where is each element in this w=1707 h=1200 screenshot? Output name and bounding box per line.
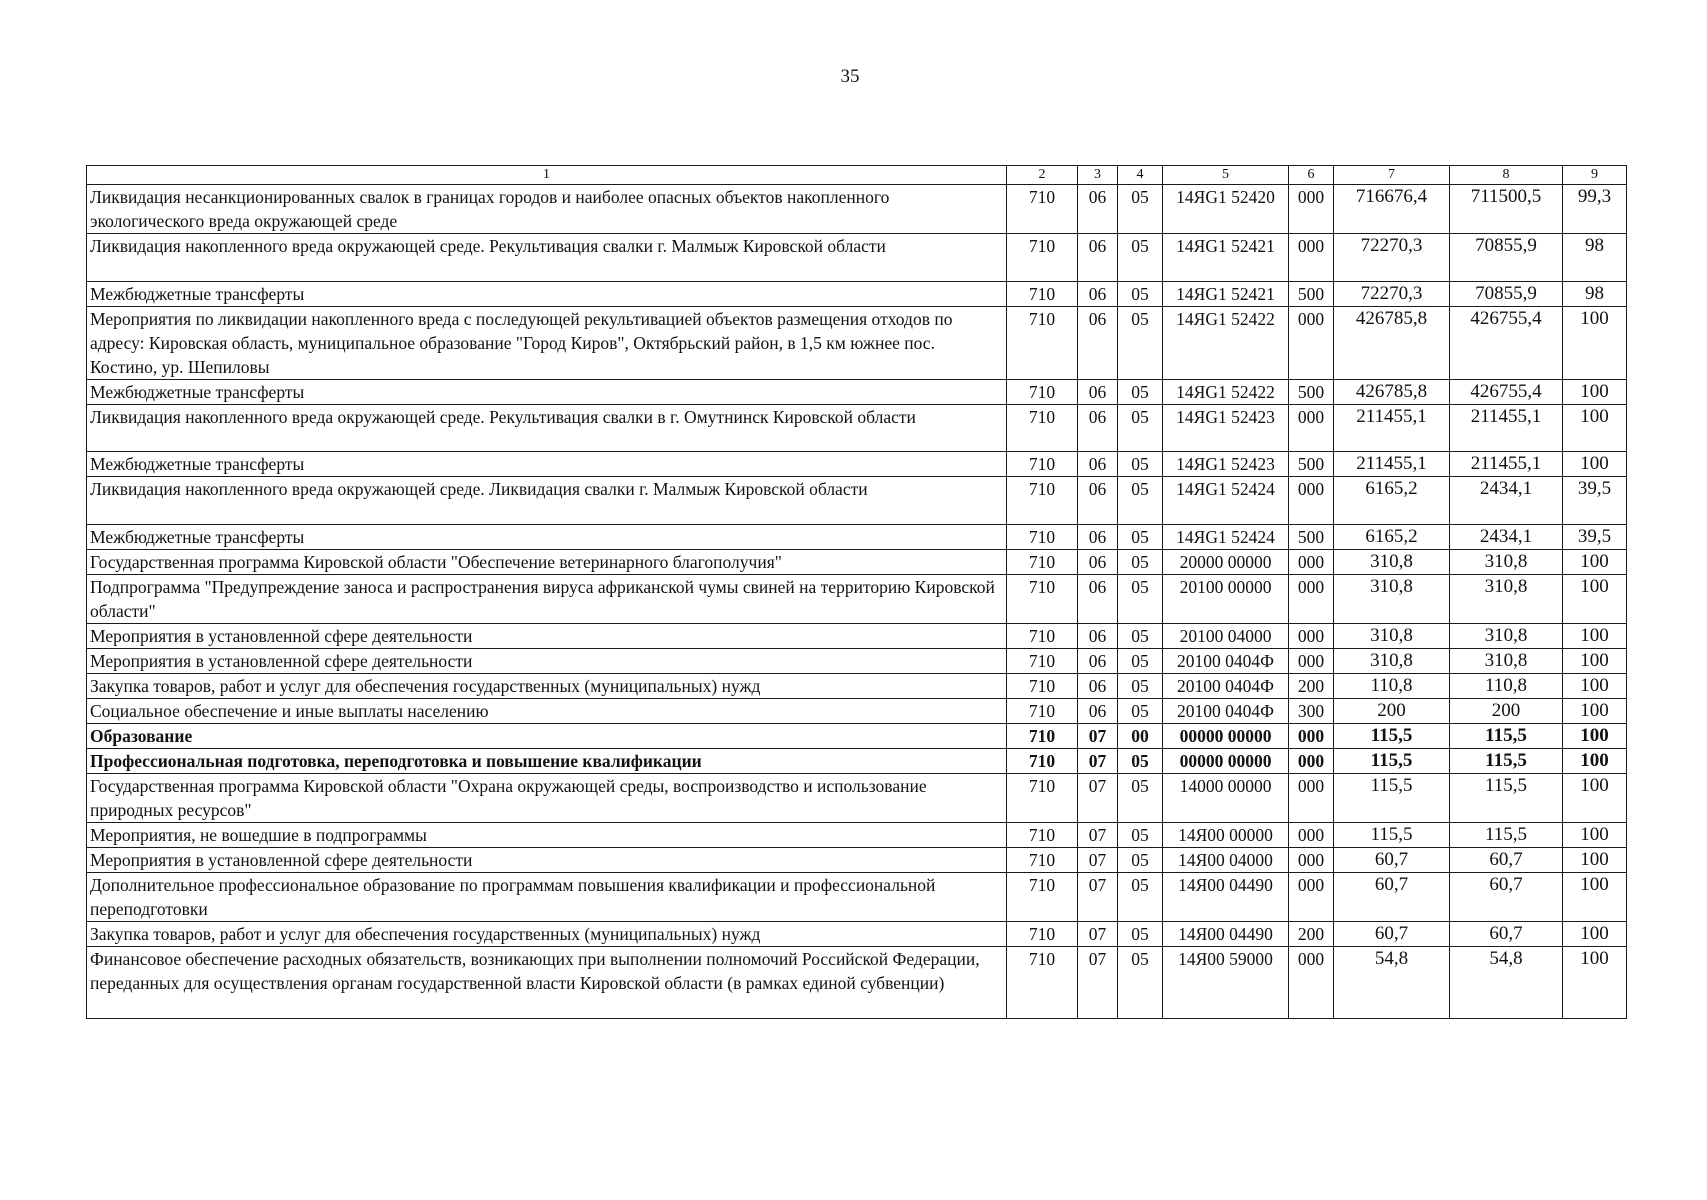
row-col-9: 100	[1563, 575, 1627, 624]
row-col-5: 14ЯG1 52423	[1163, 405, 1289, 452]
row-name: Дополнительное профессиональное образование по программам повышения квалификации и профессиональной переподготовки	[87, 873, 1007, 922]
row-col-5: 14ЯG1 52421	[1163, 282, 1289, 307]
table-row	[87, 550, 1627, 575]
header-cell: 5	[1163, 166, 1289, 185]
table-row	[87, 624, 1627, 649]
header-cell: 7	[1334, 166, 1450, 185]
row-col-6: 000	[1289, 405, 1334, 452]
row-col-6: 000	[1289, 550, 1334, 575]
table-row	[87, 724, 1627, 749]
row-col-9: 100	[1563, 823, 1627, 848]
row-col-8: 60,7	[1450, 873, 1563, 922]
row-col-3: 06	[1078, 525, 1118, 550]
row-col-7: 426785,8	[1334, 380, 1450, 405]
header-row	[87, 166, 1627, 185]
row-col-6: 000	[1289, 234, 1334, 282]
row-col-3: 06	[1078, 477, 1118, 525]
row-col-2: 710	[1007, 674, 1078, 699]
row-col-9: 100	[1563, 380, 1627, 405]
row-col-3: 07	[1078, 749, 1118, 774]
row-col-5: 00000 00000	[1163, 749, 1289, 774]
row-col-7: 211455,1	[1334, 405, 1450, 452]
row-col-2: 710	[1007, 452, 1078, 477]
row-col-2: 710	[1007, 282, 1078, 307]
row-col-8: 115,5	[1450, 823, 1563, 848]
row-col-9: 100	[1563, 873, 1627, 922]
table-row	[87, 848, 1627, 873]
row-col-3: 06	[1078, 575, 1118, 624]
table-row	[87, 674, 1627, 699]
row-name: Государственная программа Кировской области "Обеспечение ветеринарного благополучия"	[87, 550, 1007, 575]
row-col-8: 310,8	[1450, 649, 1563, 674]
row-col-3: 07	[1078, 774, 1118, 823]
table-row	[87, 185, 1627, 234]
row-col-3: 06	[1078, 234, 1118, 282]
row-col-8: 54,8	[1450, 947, 1563, 1019]
row-col-3: 07	[1078, 873, 1118, 922]
row-col-2: 710	[1007, 624, 1078, 649]
row-col-4: 05	[1118, 699, 1163, 724]
row-col-7: 72270,3	[1334, 234, 1450, 282]
row-col-8: 310,8	[1450, 624, 1563, 649]
row-col-3: 06	[1078, 649, 1118, 674]
row-col-4: 05	[1118, 282, 1163, 307]
row-name: Закупка товаров, работ и услуг для обеспечения государственных (муниципальных) нужд	[87, 674, 1007, 699]
row-name: Мероприятия в установленной сфере деятельности	[87, 848, 1007, 873]
row-col-3: 06	[1078, 550, 1118, 575]
row-col-4: 05	[1118, 823, 1163, 848]
row-col-9: 99,3	[1563, 185, 1627, 234]
row-col-6: 000	[1289, 724, 1334, 749]
row-col-5: 20100 0404Ф	[1163, 649, 1289, 674]
row-col-4: 05	[1118, 922, 1163, 947]
table-row	[87, 477, 1627, 525]
row-col-6: 000	[1289, 823, 1334, 848]
row-col-3: 07	[1078, 922, 1118, 947]
row-col-4: 00	[1118, 724, 1163, 749]
row-name: Мероприятия по ликвидации накопленного вреда с последующей рекультивацией объектов размещения отходов по адресу: Кировская область, муниципальное образование "Город Киров", Октябрьский район, в 1,5 км южнее пос. Костино, ур. Шепиловы	[87, 307, 1007, 380]
row-name: Социальное обеспечение и иные выплаты населению	[87, 699, 1007, 724]
row-col-5: 20100 04000	[1163, 624, 1289, 649]
row-col-7: 6165,2	[1334, 525, 1450, 550]
row-col-5: 20100 00000	[1163, 575, 1289, 624]
row-col-9: 100	[1563, 724, 1627, 749]
row-col-9: 100	[1563, 307, 1627, 380]
row-col-5: 14ЯG1 52423	[1163, 452, 1289, 477]
row-col-5: 14ЯG1 52424	[1163, 477, 1289, 525]
row-col-6: 500	[1289, 452, 1334, 477]
row-col-8: 115,5	[1450, 774, 1563, 823]
row-col-2: 710	[1007, 848, 1078, 873]
row-col-3: 07	[1078, 947, 1118, 1019]
row-col-3: 07	[1078, 823, 1118, 848]
table-row	[87, 947, 1627, 1019]
row-col-7: 310,8	[1334, 550, 1450, 575]
row-col-4: 05	[1118, 525, 1163, 550]
header-cell: 8	[1450, 166, 1563, 185]
row-col-2: 710	[1007, 185, 1078, 234]
row-name: Ликвидация накопленного вреда окружающей среде. Рекультивация свалки в г. Омутнинск Кировской области	[87, 405, 1007, 452]
row-col-6: 000	[1289, 575, 1334, 624]
row-col-6: 200	[1289, 674, 1334, 699]
row-col-8: 60,7	[1450, 848, 1563, 873]
row-name: Мероприятия в установленной сфере деятельности	[87, 649, 1007, 674]
table-row	[87, 525, 1627, 550]
row-col-9: 98	[1563, 282, 1627, 307]
row-col-4: 05	[1118, 947, 1163, 1019]
table-row	[87, 452, 1627, 477]
header-cell: 6	[1289, 166, 1334, 185]
row-col-8: 310,8	[1450, 575, 1563, 624]
row-col-5: 00000 00000	[1163, 724, 1289, 749]
header-cell: 9	[1563, 166, 1627, 185]
row-name: Мероприятия, не вошедшие в подпрограммы	[87, 823, 1007, 848]
row-col-9: 39,5	[1563, 525, 1627, 550]
row-col-7: 310,8	[1334, 575, 1450, 624]
row-col-7: 310,8	[1334, 624, 1450, 649]
row-col-5: 14Я00 04490	[1163, 873, 1289, 922]
row-col-9: 100	[1563, 922, 1627, 947]
row-col-4: 05	[1118, 749, 1163, 774]
row-col-7: 200	[1334, 699, 1450, 724]
row-col-4: 05	[1118, 405, 1163, 452]
row-col-9: 100	[1563, 624, 1627, 649]
header-cell: 4	[1118, 166, 1163, 185]
row-col-7: 426785,8	[1334, 307, 1450, 380]
table-row	[87, 823, 1627, 848]
row-col-3: 07	[1078, 848, 1118, 873]
row-col-7: 115,5	[1334, 774, 1450, 823]
row-name: Ликвидация несанкционированных свалок в границах городов и наиболее опасных объектов накопленного экологического вреда окружающей среде	[87, 185, 1007, 234]
row-col-2: 710	[1007, 873, 1078, 922]
row-name: Закупка товаров, работ и услуг для обеспечения государственных (муниципальных) нужд	[87, 922, 1007, 947]
row-name: Государственная программа Кировской области "Охрана окружающей среды, воспроизводство и использование природных ресурсов"	[87, 774, 1007, 823]
row-col-4: 05	[1118, 873, 1163, 922]
row-col-2: 710	[1007, 699, 1078, 724]
row-col-9: 98	[1563, 234, 1627, 282]
row-col-6: 000	[1289, 774, 1334, 823]
row-col-5: 14000 00000	[1163, 774, 1289, 823]
row-col-5: 14ЯG1 52421	[1163, 234, 1289, 282]
row-col-9: 100	[1563, 674, 1627, 699]
row-col-6: 000	[1289, 873, 1334, 922]
row-col-6: 000	[1289, 947, 1334, 1019]
row-col-4: 05	[1118, 550, 1163, 575]
row-col-8: 110,8	[1450, 674, 1563, 699]
table-row	[87, 774, 1627, 823]
row-name: Межбюджетные трансферты	[87, 452, 1007, 477]
row-col-7: 60,7	[1334, 922, 1450, 947]
row-col-7: 60,7	[1334, 873, 1450, 922]
row-col-3: 06	[1078, 282, 1118, 307]
row-col-3: 06	[1078, 185, 1118, 234]
row-col-4: 05	[1118, 575, 1163, 624]
row-col-3: 06	[1078, 307, 1118, 380]
row-col-4: 05	[1118, 674, 1163, 699]
row-col-3: 07	[1078, 724, 1118, 749]
row-col-2: 710	[1007, 550, 1078, 575]
row-col-9: 100	[1563, 749, 1627, 774]
table-row	[87, 380, 1627, 405]
row-name: Подпрограмма "Предупреждение заноса и распространения вируса африканской чумы свиней на территорию Кировской области"	[87, 575, 1007, 624]
table-row	[87, 234, 1627, 282]
row-col-5: 14ЯG1 52422	[1163, 307, 1289, 380]
row-col-9: 100	[1563, 947, 1627, 1019]
row-col-8: 711500,5	[1450, 185, 1563, 234]
row-col-7: 211455,1	[1334, 452, 1450, 477]
row-col-4: 05	[1118, 624, 1163, 649]
row-col-2: 710	[1007, 823, 1078, 848]
row-col-9: 100	[1563, 774, 1627, 823]
row-col-6: 000	[1289, 649, 1334, 674]
row-col-8: 211455,1	[1450, 405, 1563, 452]
header-cell: 2	[1007, 166, 1078, 185]
row-col-2: 710	[1007, 477, 1078, 525]
row-col-5: 20100 0404Ф	[1163, 699, 1289, 724]
row-col-7: 110,8	[1334, 674, 1450, 699]
row-col-9: 100	[1563, 649, 1627, 674]
row-col-5: 20000 00000	[1163, 550, 1289, 575]
row-col-7: 54,8	[1334, 947, 1450, 1019]
row-col-9: 100	[1563, 848, 1627, 873]
row-col-2: 710	[1007, 649, 1078, 674]
row-name: Финансовое обеспечение расходных обязательств, возникающих при выполнении полномочий Российской Федерации, переданных для осуществления органам государственной власти Кировской области (в рамках единой субвенции)	[87, 947, 1007, 1019]
row-col-5: 14Я00 00000	[1163, 823, 1289, 848]
row-col-9: 39,5	[1563, 477, 1627, 525]
row-name: Межбюджетные трансферты	[87, 282, 1007, 307]
row-col-2: 710	[1007, 575, 1078, 624]
table-row	[87, 749, 1627, 774]
row-col-5: 14ЯG1 52420	[1163, 185, 1289, 234]
row-col-4: 05	[1118, 234, 1163, 282]
row-col-6: 000	[1289, 624, 1334, 649]
row-col-7: 72270,3	[1334, 282, 1450, 307]
row-col-3: 06	[1078, 624, 1118, 649]
row-col-2: 710	[1007, 947, 1078, 1019]
row-name: Профессиональная подготовка, переподготовка и повышение квалификации	[87, 749, 1007, 774]
row-col-5: 14ЯG1 52422	[1163, 380, 1289, 405]
row-col-8: 60,7	[1450, 922, 1563, 947]
row-col-5: 14Я00 04490	[1163, 922, 1289, 947]
row-col-3: 06	[1078, 699, 1118, 724]
row-col-4: 05	[1118, 185, 1163, 234]
row-col-8: 70855,9	[1450, 282, 1563, 307]
row-col-4: 05	[1118, 649, 1163, 674]
row-col-8: 310,8	[1450, 550, 1563, 575]
row-name: Межбюджетные трансферты	[87, 380, 1007, 405]
budget-table	[86, 165, 1627, 1019]
header-cell: 3	[1078, 166, 1118, 185]
table-body	[87, 185, 1627, 1019]
row-col-3: 06	[1078, 674, 1118, 699]
row-col-4: 05	[1118, 452, 1163, 477]
row-col-2: 710	[1007, 525, 1078, 550]
row-col-6: 000	[1289, 307, 1334, 380]
row-col-6: 300	[1289, 699, 1334, 724]
row-name: Ликвидация накопленного вреда окружающей среде. Рекультивация свалки г. Малмыж Кировской области	[87, 234, 1007, 282]
row-col-4: 05	[1118, 477, 1163, 525]
table-row	[87, 282, 1627, 307]
table-row	[87, 575, 1627, 624]
row-col-8: 115,5	[1450, 749, 1563, 774]
row-col-8: 115,5	[1450, 724, 1563, 749]
row-col-2: 710	[1007, 749, 1078, 774]
row-col-2: 710	[1007, 922, 1078, 947]
row-col-3: 06	[1078, 452, 1118, 477]
table-row	[87, 405, 1627, 452]
row-col-9: 100	[1563, 550, 1627, 575]
row-col-4: 05	[1118, 307, 1163, 380]
row-col-9: 100	[1563, 699, 1627, 724]
row-col-6: 000	[1289, 185, 1334, 234]
row-col-2: 710	[1007, 774, 1078, 823]
row-col-2: 710	[1007, 234, 1078, 282]
row-col-4: 05	[1118, 848, 1163, 873]
row-col-6: 200	[1289, 922, 1334, 947]
header-cell: 1	[87, 166, 1007, 185]
row-col-2: 710	[1007, 307, 1078, 380]
row-col-7: 6165,2	[1334, 477, 1450, 525]
row-col-6: 500	[1289, 282, 1334, 307]
row-col-8: 200	[1450, 699, 1563, 724]
row-name: Ликвидация накопленного вреда окружающей среде. Ликвидация свалки г. Малмыж Кировской области	[87, 477, 1007, 525]
row-col-6: 000	[1289, 477, 1334, 525]
row-col-6: 000	[1289, 749, 1334, 774]
row-col-2: 710	[1007, 380, 1078, 405]
row-col-5: 20100 0404Ф	[1163, 674, 1289, 699]
row-col-9: 100	[1563, 452, 1627, 477]
row-name: Образование	[87, 724, 1007, 749]
row-col-2: 710	[1007, 724, 1078, 749]
row-col-8: 211455,1	[1450, 452, 1563, 477]
table-row	[87, 307, 1627, 380]
page-number: 35	[840, 66, 860, 87]
table-row	[87, 649, 1627, 674]
row-name: Мероприятия в установленной сфере деятельности	[87, 624, 1007, 649]
row-name: Межбюджетные трансферты	[87, 525, 1007, 550]
row-col-8: 426755,4	[1450, 307, 1563, 380]
row-col-5: 14Я00 04000	[1163, 848, 1289, 873]
row-col-8: 426755,4	[1450, 380, 1563, 405]
row-col-6: 000	[1289, 848, 1334, 873]
row-col-9: 100	[1563, 405, 1627, 452]
row-col-8: 70855,9	[1450, 234, 1563, 282]
row-col-8: 2434,1	[1450, 477, 1563, 525]
table-row	[87, 873, 1627, 922]
row-col-4: 05	[1118, 380, 1163, 405]
row-col-6: 500	[1289, 525, 1334, 550]
row-col-4: 05	[1118, 774, 1163, 823]
table-row	[87, 922, 1627, 947]
row-col-7: 310,8	[1334, 649, 1450, 674]
row-col-7: 716676,4	[1334, 185, 1450, 234]
row-col-8: 2434,1	[1450, 525, 1563, 550]
row-col-7: 115,5	[1334, 724, 1450, 749]
row-col-7: 115,5	[1334, 749, 1450, 774]
row-col-7: 60,7	[1334, 848, 1450, 873]
row-col-3: 06	[1078, 405, 1118, 452]
row-col-6: 500	[1289, 380, 1334, 405]
row-col-2: 710	[1007, 405, 1078, 452]
row-col-5: 14Я00 59000	[1163, 947, 1289, 1019]
row-col-7: 115,5	[1334, 823, 1450, 848]
table-row	[87, 699, 1627, 724]
row-col-5: 14ЯG1 52424	[1163, 525, 1289, 550]
row-col-3: 06	[1078, 380, 1118, 405]
